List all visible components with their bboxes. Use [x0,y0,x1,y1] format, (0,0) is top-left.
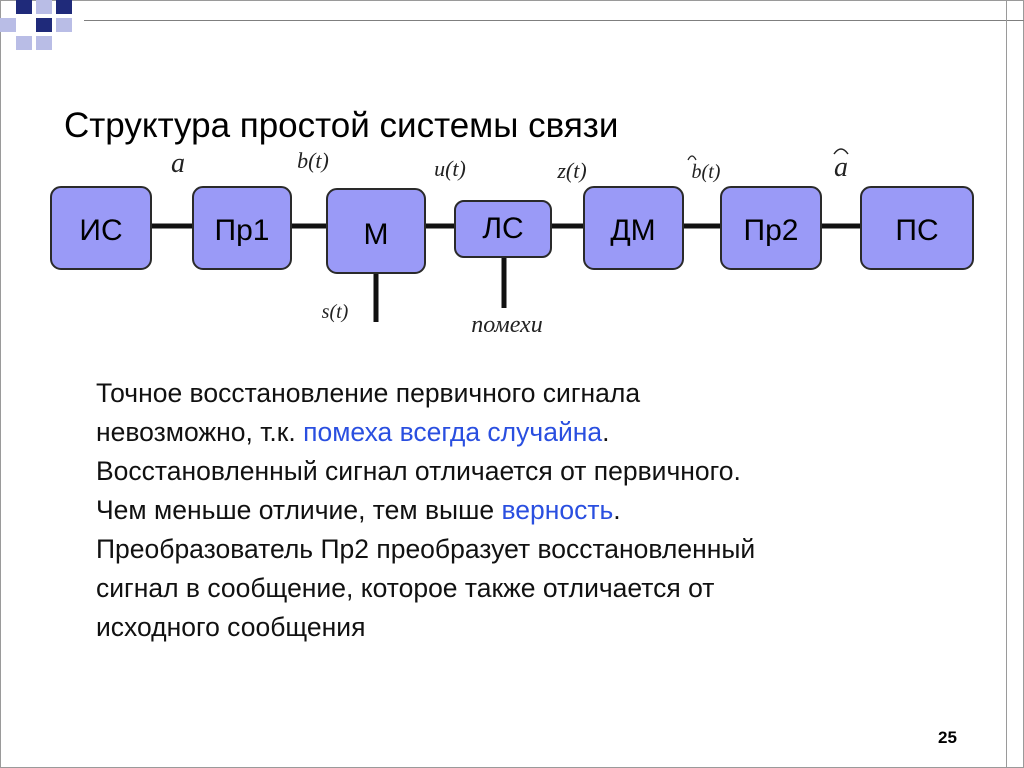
body-line: Восстановленный сигнал отличается от первичного. [96,456,741,486]
body-text-span: Чем меньше отличие, тем выше [96,495,502,525]
block-ls [455,201,551,257]
block-pr2 [721,187,821,269]
body-text [96,374,976,647]
svg-text:ПС: ПС [895,214,939,247]
block-pr1 [193,187,291,269]
communication-system-diagram [0,0,1024,360]
body-line [96,413,976,452]
svg-text:Пр1: Пр1 [214,214,270,247]
signal-s-t: s(t) [321,301,349,323]
body-text-span: . [602,417,610,447]
signal-z-t: z(t) [557,158,587,183]
signal-a-hat [834,149,848,183]
highlight-fidelity: верность [501,495,614,525]
svg-text:М: М [363,218,389,251]
svg-text:a: a [834,152,848,183]
signal-b-t: b(t) [297,148,329,173]
block-modulator [327,189,425,273]
highlight-random-noise: помеха всегда случайна [303,417,603,447]
svg-text:ИС: ИС [79,214,123,247]
svg-text:ДМ: ДМ [610,214,656,247]
signal-u-t: u(t) [434,156,466,181]
svg-text:b(t): b(t) [691,161,721,183]
body-text-span: . [613,495,621,525]
signal-b-hat-t [688,156,721,183]
block-is [51,187,151,269]
slide-title: Структура простой системы связи [64,106,619,145]
svg-text:Пр2: Пр2 [743,214,799,247]
signal-a: a [171,148,185,179]
svg-text:ЛС: ЛС [482,212,524,245]
page-number: 25 [938,728,957,747]
body-line: Преобразователь Пр2 преобразует восстановленный [96,534,756,564]
body-line: Точное восстановление первичного сигнала [96,378,641,408]
body-line [96,491,976,530]
body-text-span: невозможно, т.к. [96,417,304,447]
body-line: исходного сообщения [96,612,366,642]
noise-label: помехи [471,312,543,338]
block-dm [584,187,683,269]
block-ps [861,187,973,269]
body-line: сигнал в сообщение, которое также отличается от [96,573,715,603]
